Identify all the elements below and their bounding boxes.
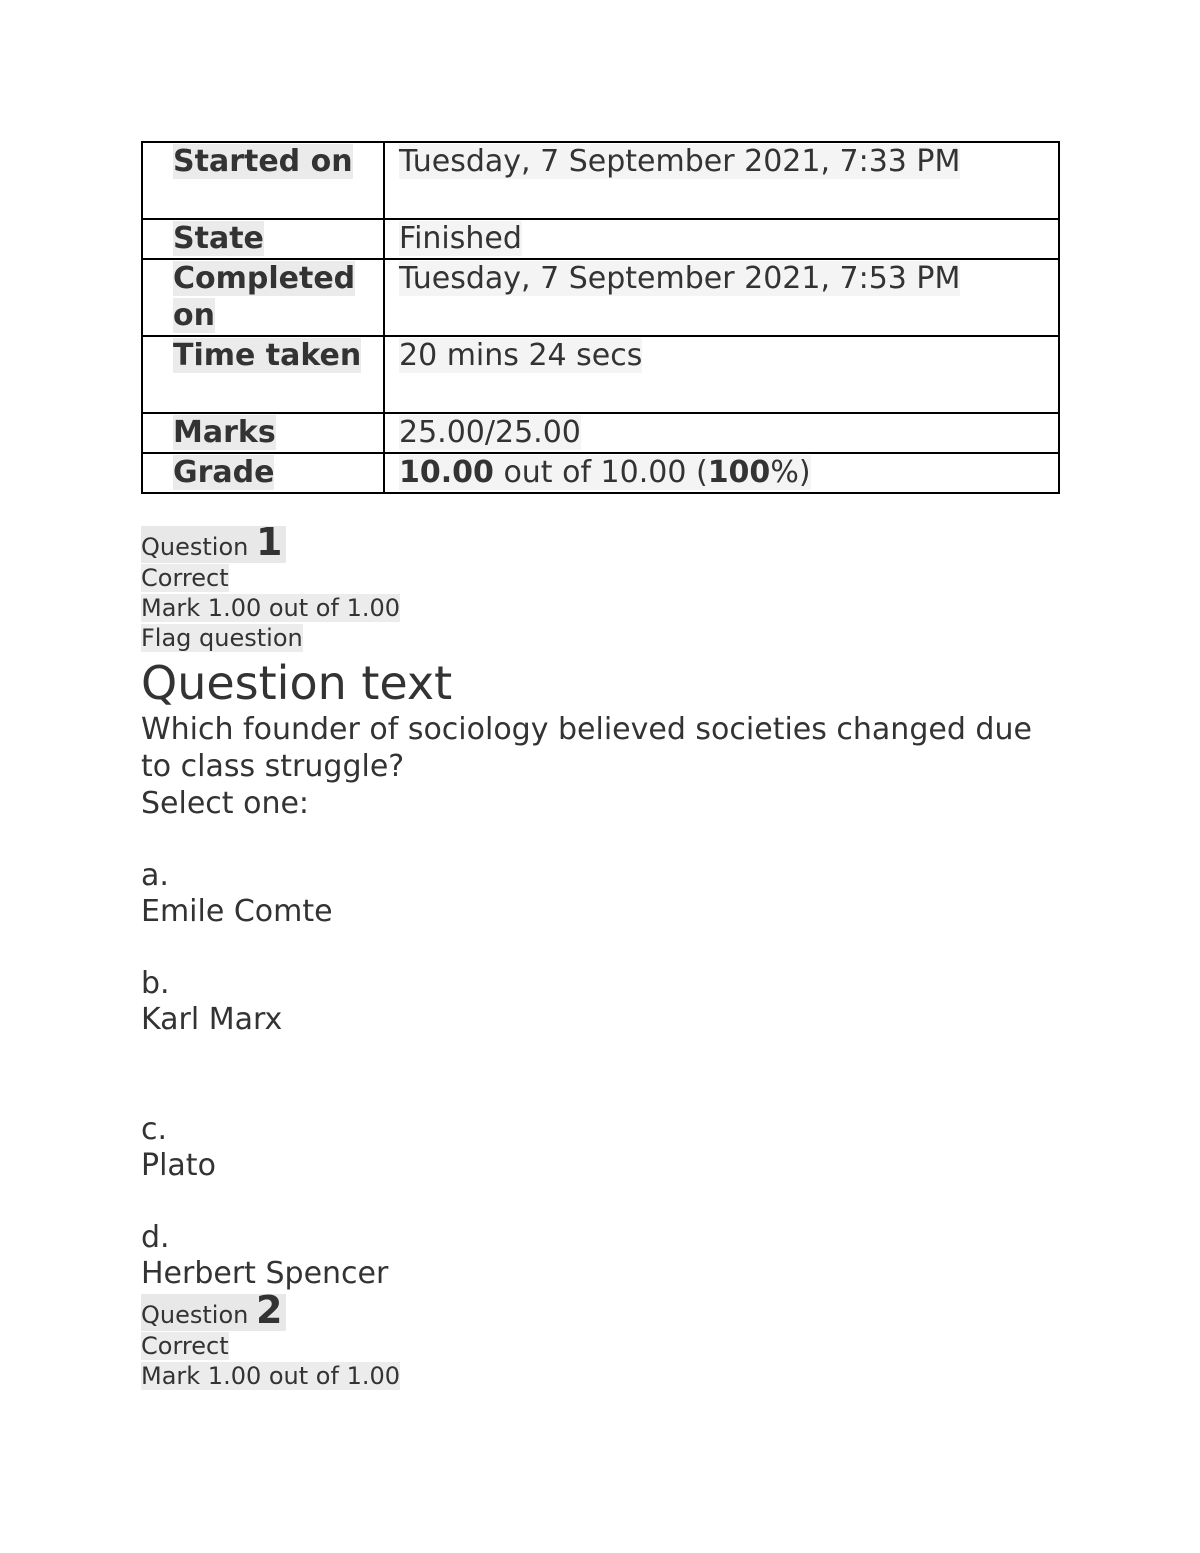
summary-value: 20 mins 24 secs	[384, 336, 1059, 413]
grade-end: %)	[770, 455, 811, 490]
question-status: Correct	[141, 1332, 229, 1360]
quiz-review-page	[141, 141, 1060, 1391]
question-heading	[141, 520, 286, 564]
summary-label: State	[142, 219, 384, 259]
select-one-instruction: Select one:	[141, 786, 310, 821]
question-mark: Mark 1.00 out of 1.00	[141, 594, 401, 622]
summary-row-state	[142, 219, 1059, 259]
option-letter: d.	[141, 1220, 170, 1255]
answer-option-b[interactable]	[141, 966, 1060, 1038]
summary-label: Time taken	[142, 336, 384, 413]
option-text: Emile Comte	[141, 894, 333, 929]
answer-options	[141, 858, 1060, 1292]
question-text-title: Question text	[141, 656, 453, 710]
flag-question-link[interactable]: Flag question	[141, 624, 303, 652]
option-text: Plato	[141, 1148, 216, 1183]
question-number: 1	[255, 520, 283, 564]
grade-score: 10.00	[399, 455, 494, 490]
answer-option-d[interactable]	[141, 1220, 1060, 1292]
option-text: Herbert Spencer	[141, 1256, 389, 1291]
option-letter: a.	[141, 858, 169, 893]
summary-row-time-taken	[142, 336, 1059, 413]
question-2	[141, 1288, 1060, 1391]
summary-value: Finished	[384, 219, 1059, 259]
summary-value: 25.00/25.00	[384, 413, 1059, 453]
grade-value	[384, 453, 1059, 493]
question-label: Question	[141, 533, 249, 561]
summary-row-completed-on	[142, 259, 1059, 336]
question-1	[141, 520, 1060, 1292]
summary-value: Tuesday, 7 September 2021, 7:53 PM	[384, 259, 1059, 336]
summary-label: Marks	[142, 413, 384, 453]
option-text: Karl Marx	[141, 1002, 283, 1037]
summary-label: Started on	[142, 142, 384, 219]
summary-row-started-on	[142, 142, 1059, 219]
summary-label: Completed on	[142, 259, 384, 336]
answer-option-a[interactable]	[141, 858, 1060, 930]
summary-row-marks	[142, 413, 1059, 453]
option-letter: c.	[141, 1112, 168, 1147]
summary-label: Grade	[142, 453, 384, 493]
question-status: Correct	[141, 564, 229, 592]
grade-percent: 100	[707, 455, 771, 490]
grade-middle: out of 10.00 (	[493, 455, 708, 490]
option-letter: b.	[141, 966, 170, 1001]
answer-option-c[interactable]	[141, 1112, 1060, 1184]
question-prompt: Which founder of sociology believed societies changed due to class struggle?	[141, 712, 1032, 784]
question-mark: Mark 1.00 out of 1.00	[141, 1362, 401, 1390]
question-label: Question	[141, 1301, 249, 1329]
question-heading	[141, 1288, 286, 1332]
question-number: 2	[255, 1288, 283, 1332]
attempt-summary-table	[141, 141, 1060, 494]
summary-row-grade	[142, 453, 1059, 493]
summary-value: Tuesday, 7 September 2021, 7:33 PM	[384, 142, 1059, 219]
